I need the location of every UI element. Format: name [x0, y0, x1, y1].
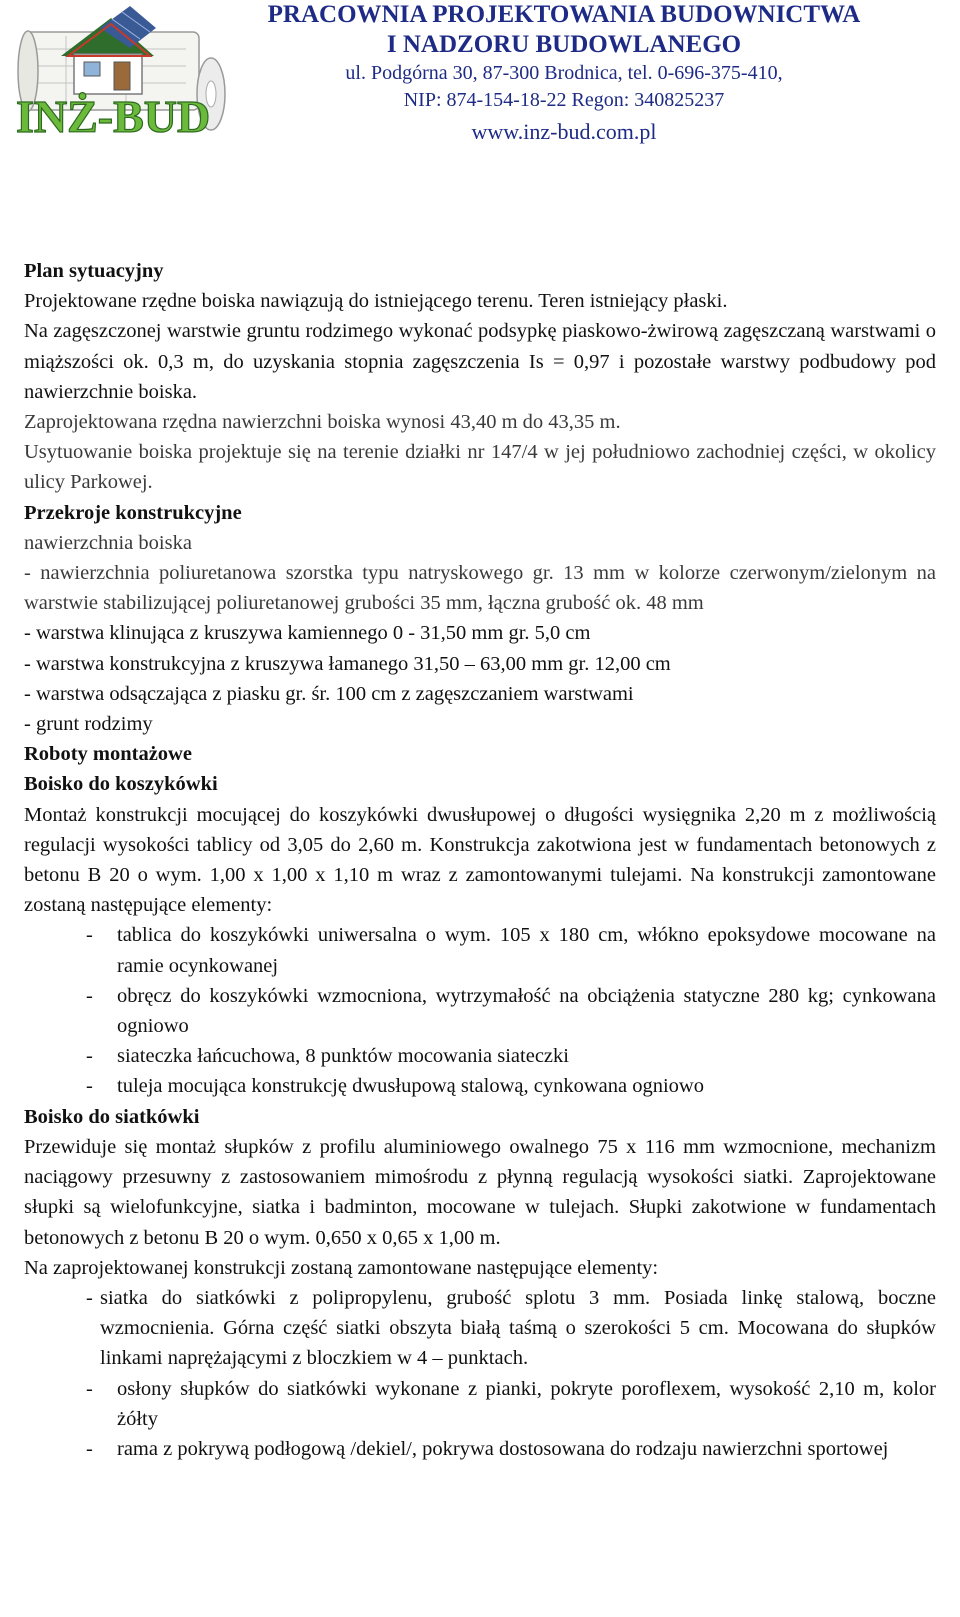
letterhead [234, 0, 894, 148]
layer-item: - grunt rodzimy [24, 713, 153, 736]
plan-heading: Plan sytuacyjny [24, 260, 164, 282]
plan-paragraph-3: Zaprojektowana rzędna nawierzchni boiska wynosi 43,40 m do 43,35 m. [24, 411, 621, 434]
company-website: www.inz-bud.com.pl [471, 119, 657, 144]
logo-wordmark: INŻ-BUD [16, 91, 211, 142]
company-tax-ids: NIP: 874-154-18-22 Regon: 340825237 [403, 89, 725, 111]
basketball-heading: Boisko do koszykówki [24, 773, 218, 796]
company-address: ul. Podgórna 30, 87-300 Brodnica, tel. 0-696-375-410, [345, 62, 783, 84]
basketball-list-item: - obręcz do koszykówki wzmocniona, wytrzymałość na obciążenia statyczne 280 kg; cynkowana ogniowo [86, 984, 936, 1038]
layer-item: - nawierzchnia poliuretanowa szorstka typu natryskowego gr. 13 mm w kolorze czerwonym/zielonym na warstwie stabilizującej poliuretanowej grubości 35 mm, łączna grubość ok. 48 mm [24, 562, 936, 615]
volleyball-list-item: - siatka do siatkówki z polipropylenu, grubość splotu 3 mm. Posiada linkę stalową, boczne wzmocnienia. Górna część siatki obszyta białą taśmą o szerokości 5 cm. Mocowana do słupków linkami naprężającymi z bloczkiem w 4 – punktach. [86, 1286, 936, 1370]
plan-paragraph-1: Projektowane rzędne boiska nawiązują do istniejącego terenu. Teren istniejący płaski. [24, 290, 728, 313]
basketball-list-item: - siateczka łańcuchowa, 8 punktów mocowania siateczki [86, 1045, 569, 1068]
layer-item: - warstwa klinująca z kruszywa kamiennego 0 - 31,50 mm gr. 5,0 cm [24, 622, 591, 645]
sections-subheading: nawierzchnia boiska [24, 531, 192, 554]
basketball-list-item: - tuleja mocująca konstrukcję dwusłupową stalową, cynkowana ogniowo [86, 1075, 704, 1098]
company-logo [6, 4, 234, 144]
volleyball-intro-2: Na zaprojektowanej konstrukcji zostaną zamontowane następujące elementy: [24, 1256, 659, 1279]
company-name-line-2: I NADZORU BUDOWLANEGO [386, 31, 742, 58]
plan-paragraph-4: Usytuowanie boiska projektuje się na terenie działki nr 147/4 w jej południowo zachodniej części, w okolicy ulicy Parkowej. [24, 441, 936, 494]
volleyball-intro: Przewiduje się montaż słupków z profilu aluminiowego owalnego 75 x 116 mm wzmocnione, mechanizm naciągowy przesuwny z zastosowaniem mimośrodu z płynną regulacją wysokości siatki. Zaprojektowane słupki są wielofunkcyjne, siatka i badminton, mocowane w tulejach. Słupki zakotwione w fundamentach betonowych z betonu B 20 o wym. 0,650 x 0,65 x 1,00 m. [24, 1135, 936, 1249]
house-icon [61, 6, 156, 94]
layer-item: - warstwa konstrukcyjna z kruszywa łamanego 31,50 – 63,00 mm gr. 12,00 cm [24, 652, 671, 675]
document-body [24, 256, 936, 1464]
logo-graphic [6, 4, 234, 144]
layer-item: - warstwa odsączająca z piasku gr. śr. 100 cm z zagęszczaniem warstwami [24, 682, 634, 705]
volleyball-list-item: - rama z pokrywą podłogową /dekiel/, pokrywa dostosowana do rodzaju nawierzchni sportowej [86, 1437, 889, 1460]
volleyball-list-item: - osłony słupków do siatkówki wykonane z pianki, pokryte poroflexem, wysokość 2,10 m, kolor żółty [86, 1377, 936, 1430]
volleyball-heading: Boisko do siatkówki [24, 1105, 200, 1128]
basketball-intro: Montaż konstrukcji mocującej do koszykówki dwusłupowej o długości wysięgnika 2,20 m z możliwością regulacji wysokości tablicy od 3,05 do 2,60 m. Konstrukcja zakotwiona jest w fundamentach betonowych z betonu B 20 o wym. 1,00 x 1,00 x 1,10 m wraz z zamontowanymi tulejami. Na konstrukcji zamontowane zostaną następujące elementy: [24, 803, 936, 917]
assembly-heading: Roboty montażowe [24, 743, 192, 766]
sections-heading: Przekroje konstrukcyjne [24, 501, 242, 524]
basketball-list-item: - tablica do koszykówki uniwersalna o wym. 105 x 180 cm, włókno epoksydowe mocowane na ramie ocynkowanej [86, 924, 936, 977]
company-name-line-1: PRACOWNIA PROJEKTOWANIA BUDOWNICTWA [267, 1, 861, 28]
plan-paragraph-2: Na zagęszczonej warstwie gruntu rodzimego wykonać podsypkę piaskowo-żwirową zagęszczaną warstwami o miąższości ok. 0,3 m, do uzyskania stopnia zagęszczenia Is = 0,97 i pozostałe warstwy podbudowy pod nawierzchnie boiska. [24, 320, 936, 403]
